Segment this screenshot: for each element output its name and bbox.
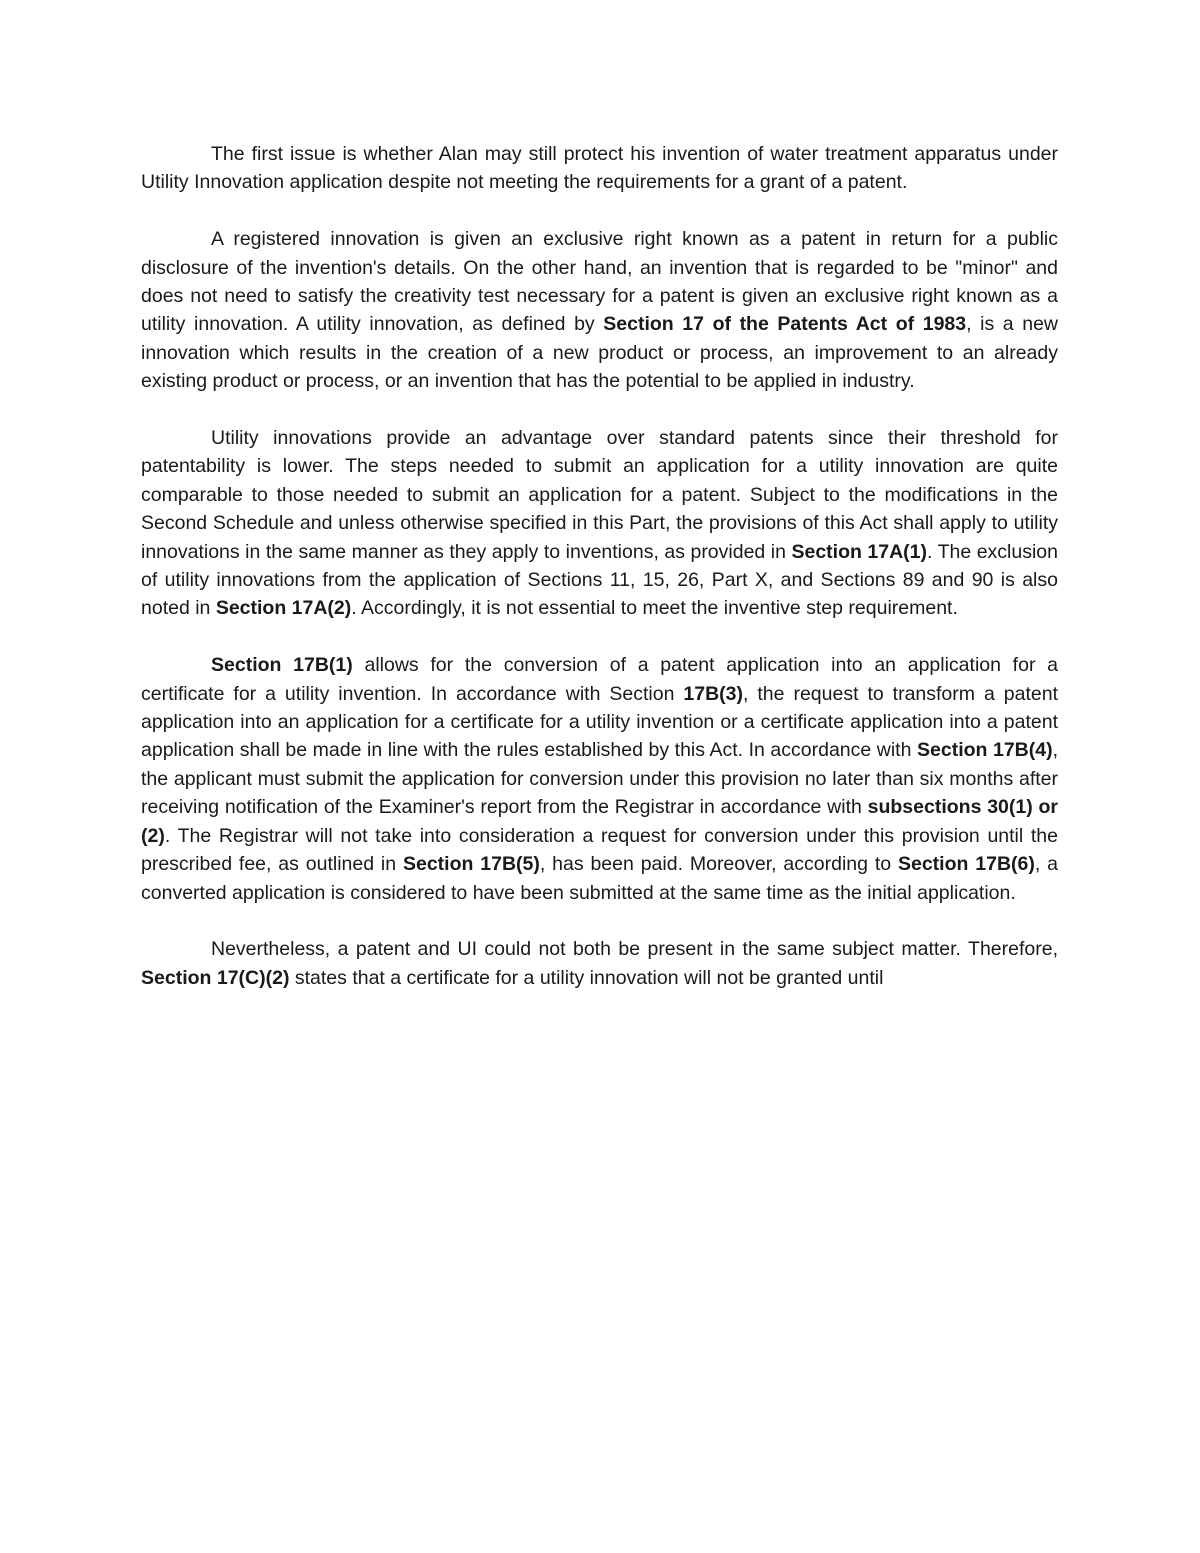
statute-reference: subsections 30(1) or (2) [141, 796, 1059, 847]
text-segment: The first issue is whether Alan may still protect his invention of water treatment apparatus under Utility Innovation application despite not meeting the requirements for a grant of a patent. [141, 143, 1058, 194]
text-segment: allows for the conversion of a patent application into an application for a certificate for a utility invention. In accordance with Section [141, 654, 1059, 705]
statute-reference: Section 17A(1) [791, 540, 928, 563]
text-segment: , the request to transform a patent application into an application for a certificate for a utility invention or a certificate application into a patent application shall be made in line with the rules established by this Act. In accordance with [141, 682, 1058, 762]
paragraph-first-issue [141, 140, 1058, 197]
text-segment: Nevertheless, a patent and UI could not both be present in the same subject matter. Therefore, [211, 938, 1058, 961]
text-segment: A registered innovation is given an exclusive right known as a patent in return for a public disclosure of the invention's details. On the other hand, an invention that is regarded to be "minor" and does not need to satisfy the creativity test necessary for a patent is given an exclusive right known as a utility innovation. A utility innovation, as defined by [141, 228, 1058, 336]
text-segment: Utility innovations provide an advantage over standard patents since their threshold for patentability is lower. The steps needed to submit an application for a utility innovation are quite comparable to those needed to submit an application for a patent. Subject to the modifications in the Second Schedule and unless otherwise specified in this Part, the provisions of this Act shall apply to utility innovations in the same manner as they apply to inventions, as provided in [141, 427, 1058, 563]
paragraph-conversion [141, 651, 1058, 907]
statute-reference: Section 17(C)(2) [141, 966, 290, 989]
text-segment: , the applicant must submit the application for conversion under this provision no later than six months after receiving notification of the Examiner's report from the Registrar in accordance with [141, 739, 1059, 819]
text-segment: . The exclusion of utility innovations from the application of Sections 11, 15, 26, Part X, and Sections 89 and 90 is also noted in [141, 540, 1058, 620]
paragraph-utility-innovation-advantages [141, 424, 1058, 623]
statute-reference: Section 17 of the Patents Act of 1983 [603, 313, 967, 336]
text-segment: , a converted application is considered to have been submitted at the same time as the initial application. [141, 853, 1059, 904]
statute-reference: Section 17B(1) [211, 654, 353, 677]
document-body [141, 140, 1058, 992]
text-segment: , is a new innovation which results in the creation of a new product or process, an improvement to an already existing product or process, or an invention that has the potential to be applied in industry. [141, 313, 1059, 393]
paragraph-utility-innovation-definition [141, 225, 1058, 395]
statute-reference: Section 17B(6) [897, 853, 1035, 876]
text-segment: . Accordingly, it is not essential to meet the inventive step requirement. [351, 597, 958, 620]
statute-reference: Section 17A(2) [215, 597, 352, 620]
statute-reference: Section 17B(5) [402, 853, 540, 876]
statute-reference: 17B(3) [683, 682, 743, 705]
text-segment: states that a certificate for a utility innovation will not be granted until [289, 966, 884, 989]
paragraph-nevertheless [141, 935, 1058, 992]
text-segment: , has been paid. Moreover, according to [539, 853, 898, 876]
statute-reference: Section 17B(4) [917, 739, 1053, 762]
text-segment: . The Registrar will not take into consideration a request for conversion under this provision until the prescribed fee, as outlined in [141, 824, 1058, 876]
